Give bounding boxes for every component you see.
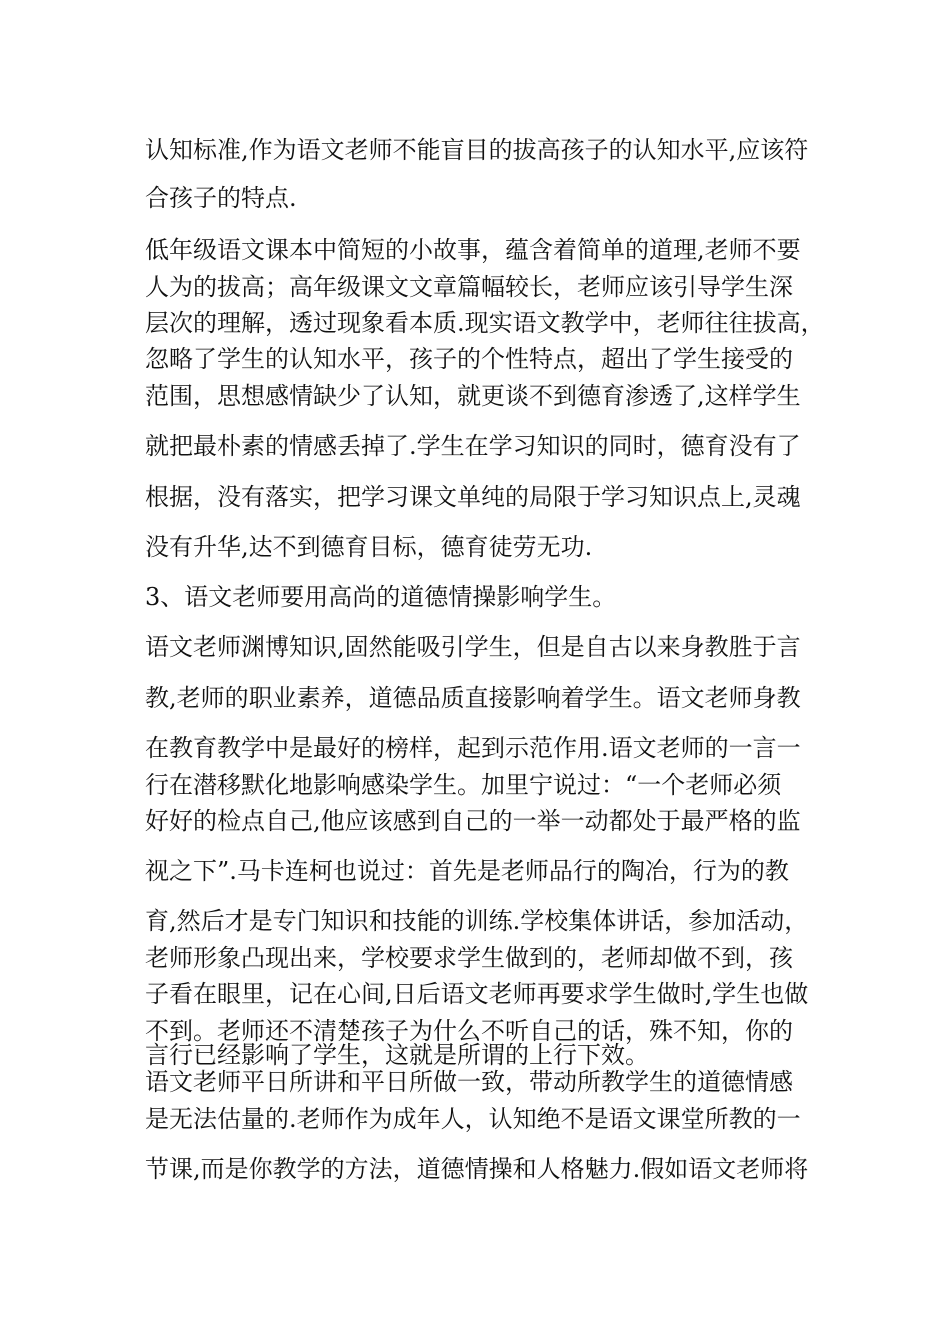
- text-line: 子看在眼里，记在心间,日后语文老师再要求学生做时,学生也做: [145, 980, 809, 1008]
- text-line: 是无法估量的.老师作为成年人，认知绝不是语文课堂所教的一: [145, 1105, 801, 1133]
- section-heading: 3、语文老师要用高尚的道德情操影响学生。: [145, 583, 617, 611]
- text-line: 人为的拔高；高年级课文文章篇幅较长，老师应该引导学生深: [145, 273, 793, 301]
- text-line: 育,然后才是专门知识和技能的训练.学校集体讲话，参加活动，: [145, 907, 809, 935]
- text-line: 忽略了学生的认知水平，孩子的个性特点，超出了学生接受的: [145, 345, 793, 373]
- text-line: 在教育教学中是最好的榜样，起到示范作用.语文老师的一言一: [145, 734, 801, 762]
- text-line: 层次的理解，透过现象看本质.现实语文教学中，老师往往拔高，: [145, 309, 825, 337]
- text-line: 老师形象凸现出来，学校要求学生做到的，老师却做不到，孩: [145, 944, 793, 972]
- text-line: 低年级语文课本中简短的小故事，蕴含着简单的道理,老师不要: [145, 236, 801, 264]
- text-line: 就把最朴素的情感丢掉了.学生在学习知识的同时，德育没有了: [145, 432, 801, 460]
- text-line: 视之下”.马卡连柯也说过：首先是老师品行的陶冶，行为的教: [145, 857, 789, 885]
- text-line: 根据，没有落实，把学习课文单纯的局限于学习知识点上,灵魂: [145, 483, 801, 511]
- text-line: 认知标准,作为语文老师不能盲目的拔高孩子的认知水平,应该符: [145, 136, 809, 164]
- text-line: 好好的检点自己,他应该感到自己的一举一动都处于最严格的监: [145, 807, 801, 835]
- text-line: 不到。老师还不清楚孩子为什么不听自己的话，殊不知，你的: [145, 1017, 793, 1045]
- text-line: 节课,而是你教学的方法，道德情操和人格魅力.假如语文老师将: [145, 1155, 809, 1183]
- text-line: 合孩子的特点.: [145, 184, 297, 212]
- text-line: 教,老师的职业素养，道德品质直接影响着学生。语文老师身教: [145, 684, 801, 712]
- text-line: 没有升华,达不到德育目标，德育徒劳无功.: [145, 533, 593, 561]
- text-line: 语文老师平日所讲和平日所做一致，带动所教学生的道德情感: [145, 1068, 793, 1096]
- text-line: 范围，思想感情缺少了认知，就更谈不到德育渗透了,这样学生: [145, 382, 801, 410]
- text-line: 行在潜移默化地影响感染学生。加里宁说过：“一个老师必须: [145, 771, 782, 799]
- text-line: 言行已经影响了学生，这就是所谓的上行下效。: [145, 1041, 649, 1069]
- text-line: 语文老师渊博知识,固然能吸引学生，但是自古以来身教胜于言: [145, 633, 801, 661]
